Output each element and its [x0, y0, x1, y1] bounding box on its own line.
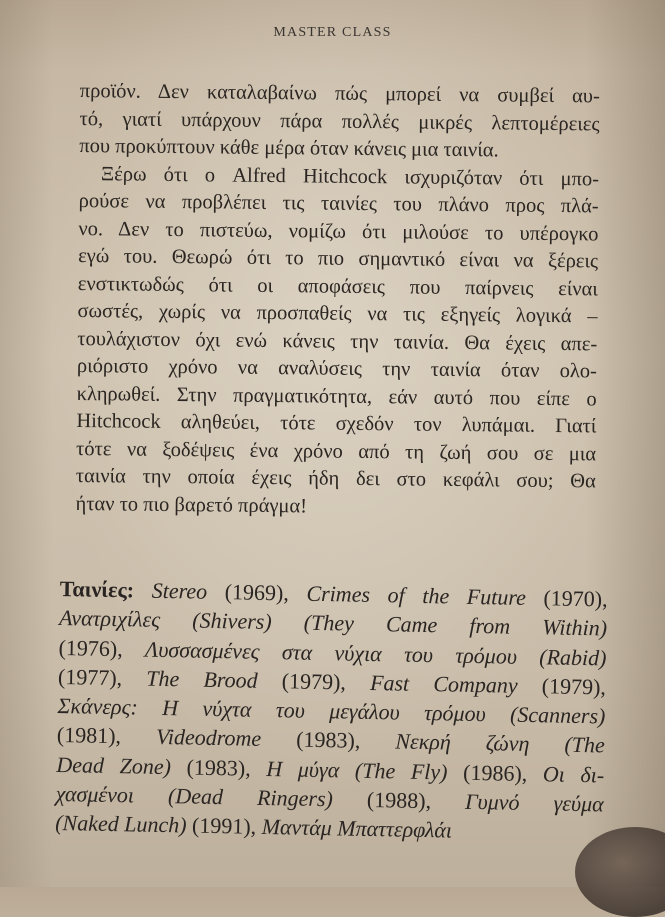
text-line: νο. Δεν το πιστεύω, νομίζω ότι μιλούσε το υπέρογκο — [78, 217, 599, 245]
film-year: (1977), — [57, 663, 147, 691]
text-line: ταινία την οποία έχεις ήδη δει στο κεφάλι σου; Θα — [75, 464, 596, 493]
text-line: σωστές, χωρίς να προσπαθείς να τις εξηγείς λογικά – — [77, 299, 598, 328]
film-title: χασμένοι (Dead Ringers) — [55, 781, 334, 812]
text-line: που προκύπτουν κάθε μέρα όταν κάνεις μια ταινία. — [79, 134, 499, 162]
paragraph-2 — [75, 160, 599, 523]
film-title: Σκάνερς: Η νύχτα του μεγάλου τρόμου (Scanners) — [57, 693, 606, 729]
film-year: (1983), — [260, 726, 396, 754]
text-line: Ξέρω ότι ο Alfred Hitchcock ισχυριζόταν ότι μπο- — [100, 162, 600, 190]
filmography — [55, 574, 608, 848]
film-year: (1976), — [58, 634, 146, 662]
film-year: (1983), — [170, 753, 267, 781]
film-title: Ανατριχίλες (Shivers) (They Came from Within) — [58, 605, 608, 641]
films-label: Ταινίες: — [59, 575, 152, 603]
text-line: τότε να ξοδέψεις ένα χρόνο από τη ζωή σου σε μια — [76, 437, 597, 465]
text-line: ενστικτωδώς ότι οι αποφάσεις που παίρνεις είναι — [77, 272, 598, 300]
film-title: Γυμνό γεύμα — [464, 788, 604, 817]
film-title: Νεκρή ζώνη (The — [395, 728, 606, 758]
film-title: Fast Company — [369, 669, 518, 698]
film-title: (Naked Lunch) — [54, 810, 187, 838]
text-line: ριόριστο χρόνο να αναλύσεις την ταινία όταν ολο- — [76, 354, 598, 383]
film-title: Stereo — [151, 577, 208, 604]
film-year: (1981), — [56, 722, 157, 750]
text-line: κληρωθεί. Στην πραγματικότητα, εάν αυτό που είπε ο — [76, 382, 597, 410]
paragraph-1 — [79, 78, 600, 166]
film-title: Dead Zone) — [56, 751, 172, 779]
film-year: (1969), — [206, 578, 307, 606]
film-title: Η μύγα (The Fly) — [266, 755, 448, 785]
film-year: (1979), — [257, 667, 371, 695]
film-year: (1988), — [332, 786, 466, 814]
text-line: τουλάχιστον όχι ενώ κάνεις την ταινία. Θα έχεις απε- — [77, 327, 598, 355]
film-title: Λυσσασμένες στα νύχια του τρόμου (Rabid) — [144, 636, 607, 671]
text-line: τό, γιατί υπάρχουν πάρα πολλές μικρές λεπτομέρειες — [79, 107, 600, 135]
film-year: (1970), — [525, 584, 608, 612]
film-year: (1979), — [517, 672, 607, 700]
film-title: The Brood — [146, 665, 258, 693]
film-year: (1991), — [186, 812, 262, 840]
text-line: ρούσε να προβλέπει τις ταινίες του πλάνο προς πλά- — [78, 189, 599, 218]
film-title: Οι δι- — [542, 761, 605, 788]
text-line: Hitchcock αληθεύει, τότε σχεδόν τον λυπάμαι. Γιατί — [76, 409, 597, 438]
film-title: Videodrome — [155, 724, 262, 752]
text-line: ήταν το πιο βαρετό πράγμα! — [75, 492, 308, 517]
film-title: Μαντάμ Μπαττερφλάι — [261, 814, 453, 843]
body-text — [75, 78, 600, 523]
film-title: Crimes of the Future — [306, 580, 527, 610]
running-header: MASTER CLASS — [273, 25, 392, 40]
text-line: εγώ του. Θεωρώ ότι το πιο σημαντικό είναι να ξέρεις — [78, 244, 599, 273]
film-year: (1986), — [447, 759, 544, 787]
text-line: προϊόν. Δεν καταλαβαίνω πώς μπορεί να συμβεί αυ- — [79, 79, 600, 108]
